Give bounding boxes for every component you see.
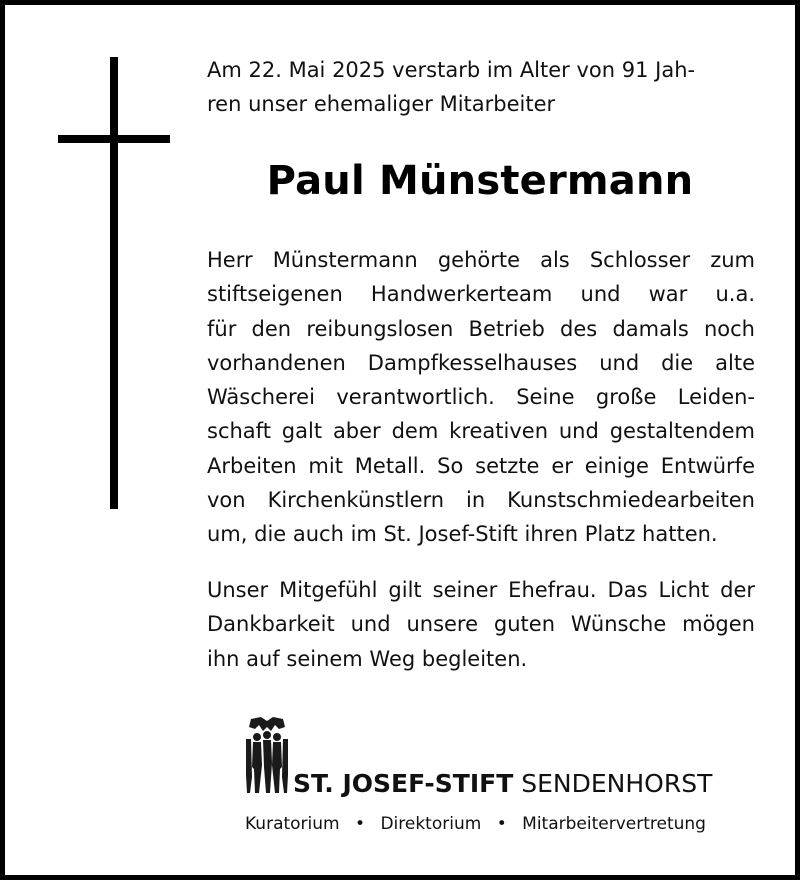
- body-line: Arbeiten mit Metall. So setzte er einige Entwürfe: [207, 453, 755, 478]
- sub-item-mitarbeitervertretung: Mitarbeitervertretung: [522, 814, 706, 834]
- cross-icon: [58, 57, 170, 509]
- intro-line-1: Am 22. Mai 2025 verstarb im Alter von 91 Jah-: [207, 58, 696, 82]
- body-line: stiftseigenen Handwerkerteam und war u.a.: [207, 282, 755, 307]
- body-line: vorhandenen Dampfkesselhauses und die alte: [207, 350, 755, 375]
- body-line: von Kirchenkünstlern in Kunstschmiedearbeiten: [207, 488, 755, 513]
- deceased-name: Paul Münstermann: [266, 158, 694, 204]
- sub-item-direktorium: Direktorium: [380, 814, 482, 834]
- closing-line: Unser Mitgefühl gilt seiner Ehefrau. Das Licht der: [207, 578, 755, 602]
- organization-name-regular: SENDENHORST: [521, 769, 713, 798]
- closing-paragraph: [207, 573, 755, 676]
- separator-bullet: •: [355, 814, 366, 834]
- body-paragraph: [207, 243, 755, 552]
- closing-line: Dankbarkeit und unsere guten Wünsche mögen: [207, 612, 755, 637]
- body-line: Herr Münstermann gehörte als Schlosser zum: [207, 248, 755, 272]
- figures-logo-icon: [245, 717, 289, 795]
- body-line: schaft galt aber dem kreativen und gestaltendem: [207, 419, 755, 444]
- intro-line-2: ren unser ehemaliger Mitarbeiter: [207, 92, 556, 116]
- organization-name: [293, 769, 712, 799]
- body-line: Wäscherei verantwortlich. Seine große Leiden-: [207, 385, 755, 410]
- organization-subline: [245, 812, 706, 836]
- organization-name-bold: ST. JOSEF-STIFT: [293, 769, 514, 798]
- body-line: für den reibungslosen Betrieb des damals noch: [207, 316, 755, 341]
- sub-item-kuratorium: Kuratorium: [245, 814, 340, 834]
- body-line: um, die auch im St. Josef-Stift ihren Platz hatten.: [207, 522, 718, 547]
- cross-horizontal-bar: [58, 135, 170, 143]
- intro-text: [207, 53, 755, 121]
- separator-bullet: •: [496, 814, 507, 834]
- cross-vertical-bar: [110, 57, 118, 509]
- organization-signature: [241, 717, 721, 847]
- closing-line: ihn auf seinem Weg begleiten.: [207, 646, 528, 671]
